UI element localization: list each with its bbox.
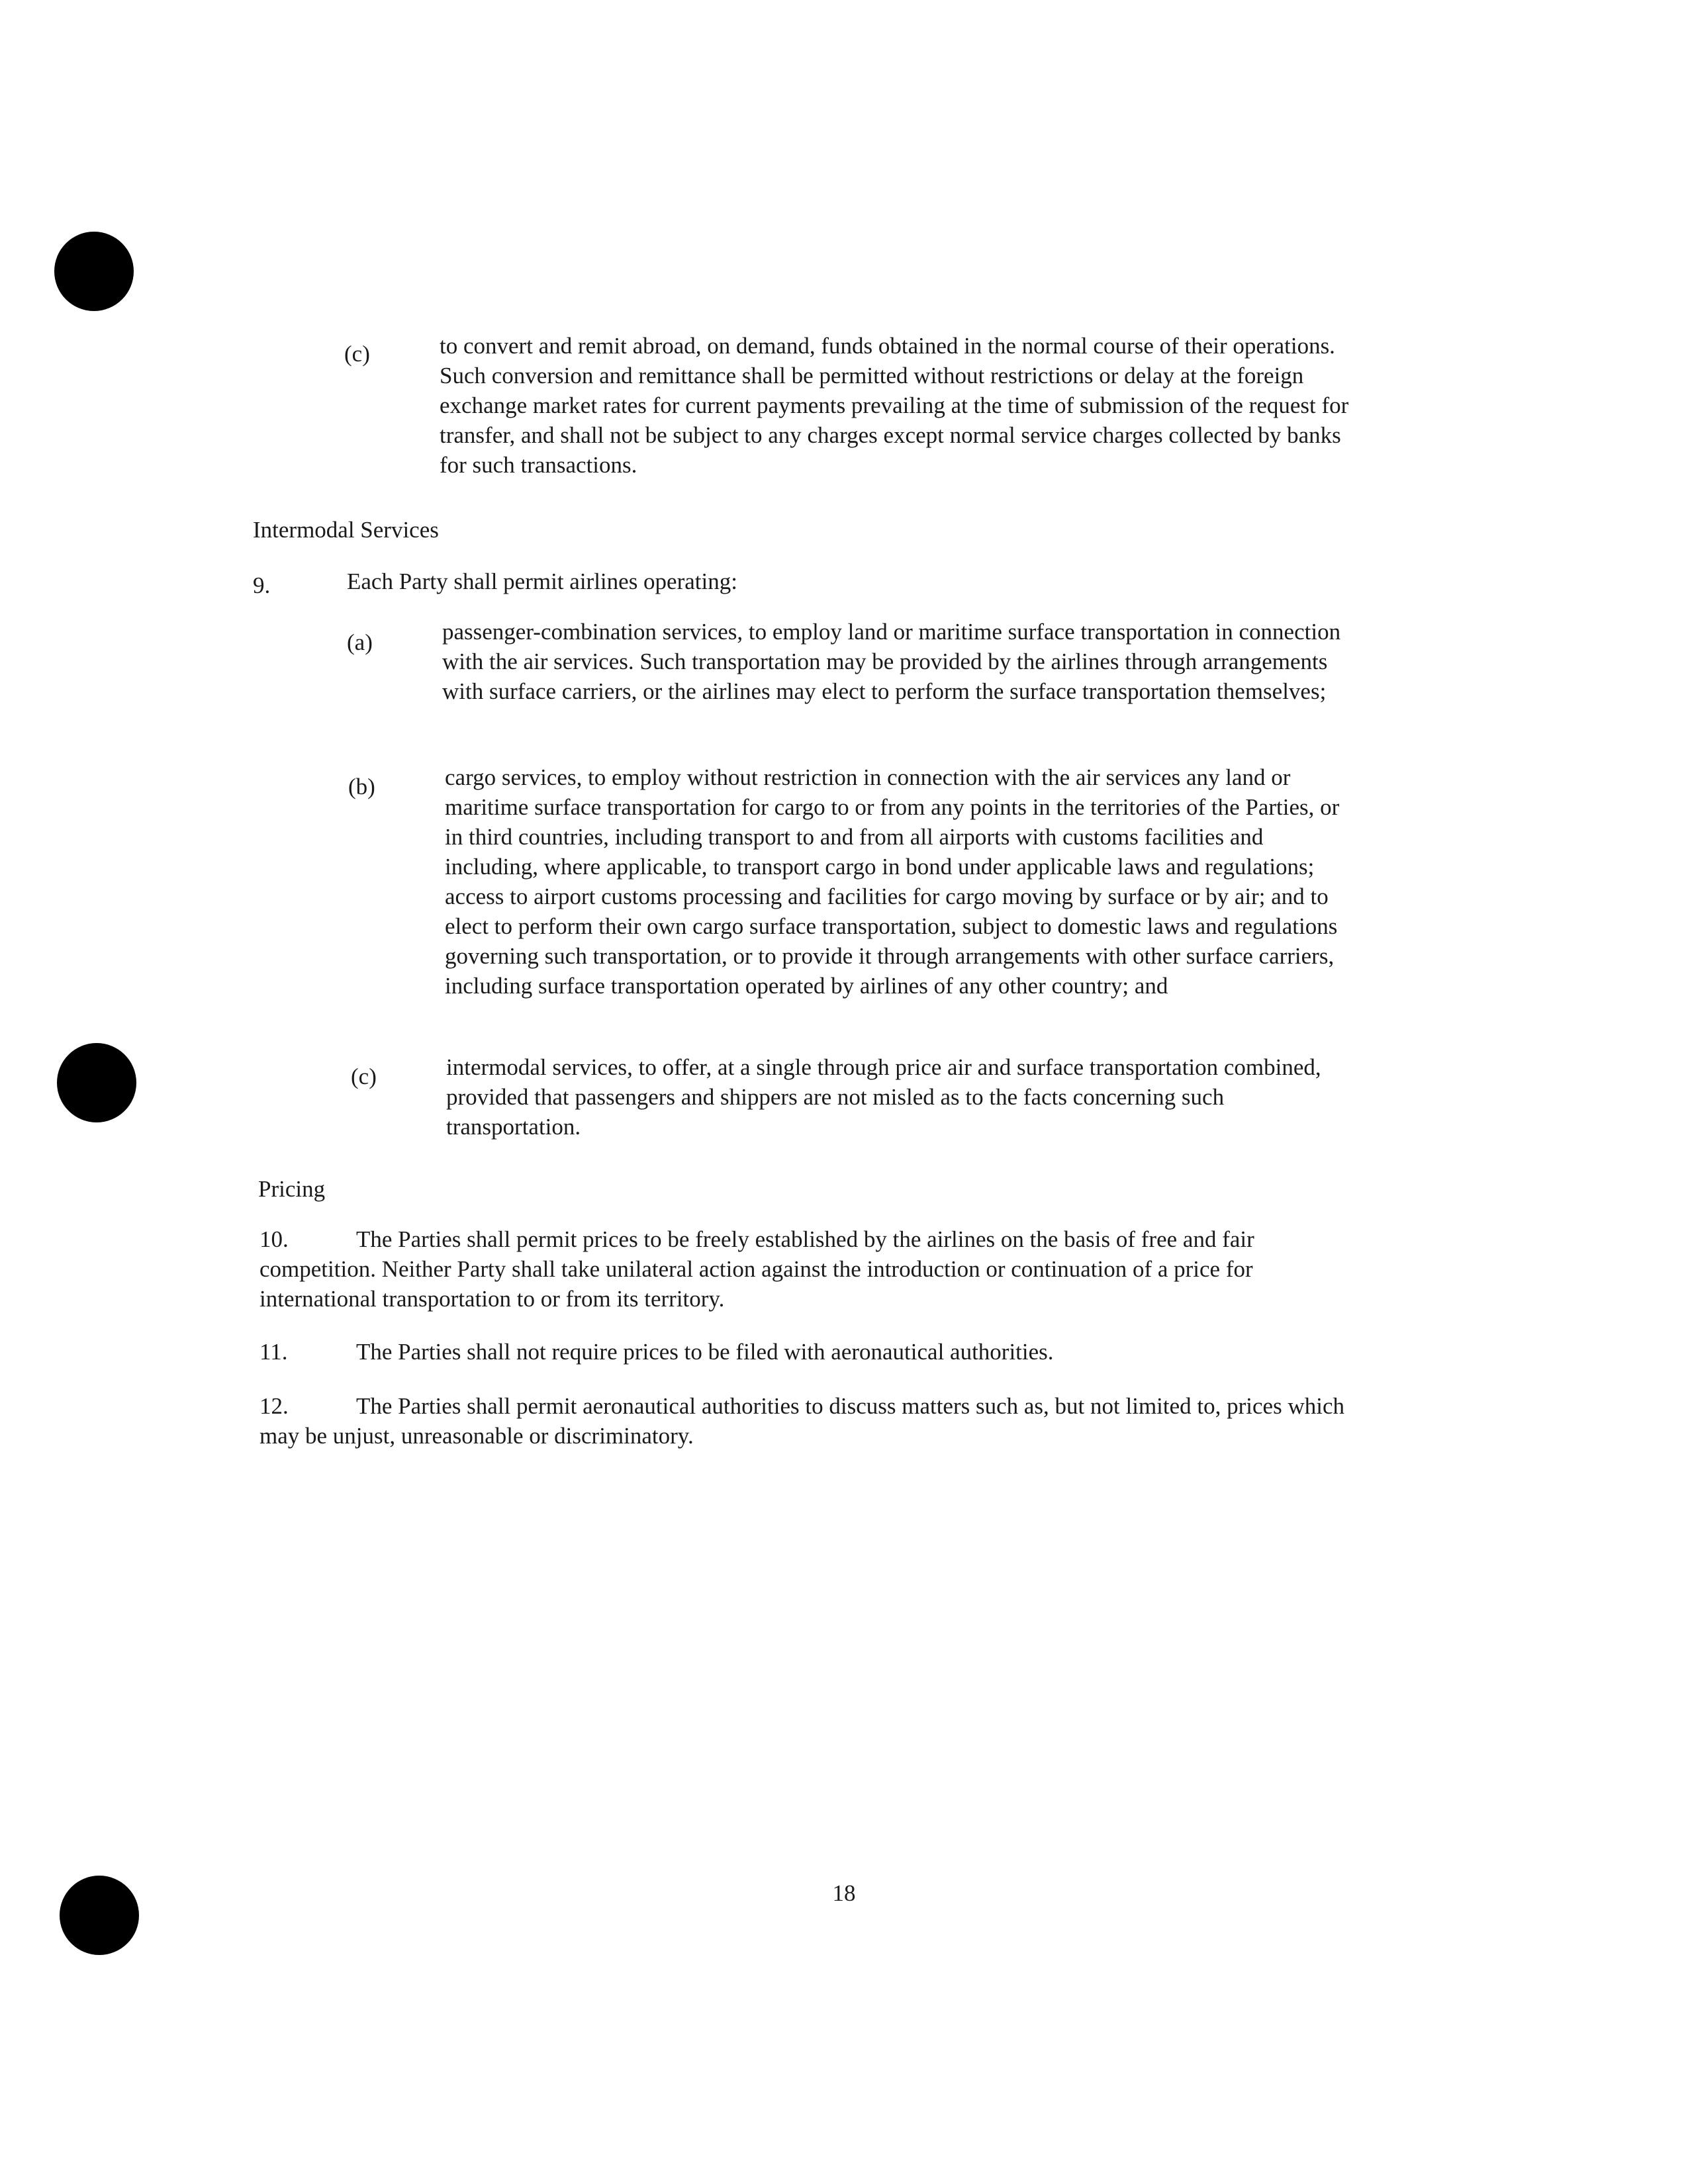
paragraph-12-body: The Parties shall permit aeronautical authorities to discuss matters such as, but not limited to, prices which may be unjust, unreasonable or discriminatory. (259, 1393, 1344, 1449)
subitem-letter-8c: (c) (344, 341, 370, 367)
subitem-8c-paragraph: to convert and remit abroad, on demand, funds obtained in the normal course of their operations. Such conversion and remittance shall be permitted without restrictions or delay at the foreign exchange market rates for current payments prevailing at the time of submission of the request for transfer, and shall not be subject to any charges except normal service charges collected by banks for such transactions. (440, 333, 1349, 478)
paragraph-11-body: The Parties shall not require prices to be filed with aeronautical authorities. (356, 1339, 1054, 1365)
section-heading-pricing: Pricing (258, 1176, 326, 1202)
subitem-text-8c (440, 331, 1353, 480)
paragraph-number-9: 9. (253, 572, 271, 598)
subitem-letter-9b: (b) (348, 774, 375, 799)
paragraph-number-11: 11. (259, 1339, 288, 1365)
subitem-9c-paragraph: intermodal services, to offer, at a single through price air and surface transportation combined, provided that passengers and shippers are not misled as to the facts concerning such transportation. (446, 1054, 1321, 1140)
paragraph-11 (259, 1337, 1358, 1367)
paragraph-number-10: 10. (259, 1226, 289, 1252)
paragraph-10 (259, 1224, 1358, 1314)
subitem-letter-9c: (c) (351, 1064, 377, 1089)
paragraph-10-text (259, 1224, 1358, 1314)
subitem-9a-paragraph: passenger-combination services, to employ land or maritime surface transportation in connection with the air services. Such transportation may be provided by the airlines through arrangements with surface carriers, or the airlines may elect to perform the surface transportation themselves; (442, 619, 1341, 704)
paragraph-11-text (259, 1337, 1358, 1367)
page-number: 18 (832, 1880, 856, 1906)
paragraph-10-body: The Parties shall permit prices to be freely established by the airlines on the basis of free and fair competition. Neither Party shall take unilateral action against the introduction or continuation of a price for international transportation to or from its territory. (259, 1226, 1254, 1312)
subitem-text-9c (446, 1052, 1360, 1142)
paragraph-number-12: 12. (259, 1393, 289, 1419)
subitem-letter-9a: (a) (347, 629, 373, 655)
subitem-text-9b (445, 762, 1358, 1001)
paragraph-12-text (259, 1391, 1358, 1451)
paragraph-12 (259, 1391, 1358, 1451)
punch-hole-middle (57, 1043, 136, 1122)
subitem-9b-paragraph: cargo services, to employ without restriction in connection with the air services any land or maritime surface transportation for cargo to or from any points in the territories of the Parties, or in third countries, including transport to and from all airports with customs facilities and including, where applicable, to transport cargo in bond under applicable laws and regulations; access to airport customs processing and facilities for cargo moving by surface or by air; and to elect to perform their own cargo surface transportation, subject to domestic laws and regulations governing such transportation, or to provide it through arrangements with other surface carriers, including surface transportation operated by airlines of any other country; and (445, 764, 1340, 999)
paragraph-9-lead: Each Party shall permit airlines operating: (347, 569, 737, 594)
punch-hole-top (54, 232, 134, 311)
section-heading-intermodal: Intermodal Services (253, 517, 439, 543)
subitem-text-9a (442, 617, 1356, 706)
